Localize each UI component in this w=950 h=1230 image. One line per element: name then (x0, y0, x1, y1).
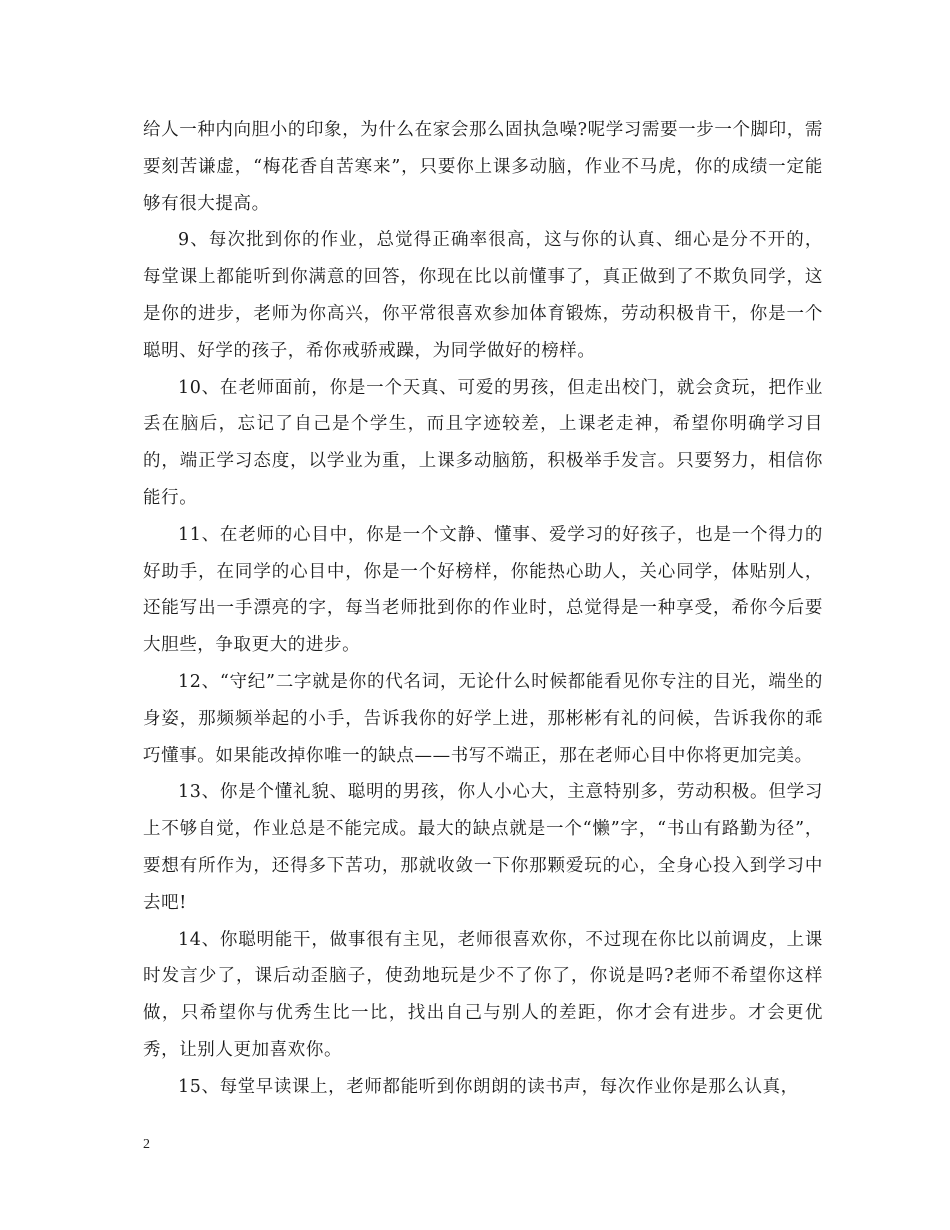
paragraph-10: 10、在老师面前，你是一个天真、可爱的男孩，但走出校门，就会贪玩，把作业丢在脑后，忘记了自己是个学生，而且字迹较差，上课老走神，希望你明确学习目的，端正学习态度，以学业为重，上课多动脑筋，积极举手发言。只要努力，相信你能行。 (143, 377, 823, 508)
paragraph-15: 15、每堂早读课上，老师都能听到你朗朗的读书声，每次作业你是那么认真， (178, 1076, 799, 1097)
paragraph-12: 12、“守纪”二字就是你的代名词，无论什么时候都能看见你专注的目光，端坐的身姿，那频频举起的小手，告诉我你的好学上进，那彬彬有礼的问候，告诉我你的乖巧懂事。如果能改掉你唯一的缺点——书写不端正，那在老师心目中你将更加完美。 (143, 671, 823, 766)
document-body (143, 112, 823, 1106)
paragraph-9: 9、每次批到你的作业，总觉得正确率很高，这与你的认真、细心是分不开的，每堂课上都能听到你满意的回答，你现在比以前懂事了，真正做到了不欺负同学，这是你的进步，老师为你高兴，你平常很喜欢参加体育锻炼，劳动积极肯干，你是一个聪明、好学的孩子，希你戒骄戒躁，为同学做好的榜样。 (143, 230, 823, 361)
paragraph-11: 11、在老师的心目中，你是一个文静、懂事、爱学习的好孩子，也是一个得力的好助手，在同学的心目中，你是一个好榜样，你能热心助人，关心同学，体贴别人，还能写出一手漂亮的字，每当老师批到你的作业时，总觉得是一种享受，希你今后要大胆些，争取更大的进步。 (143, 524, 823, 656)
paragraph-14: 14、你聪明能干，做事很有主见，老师很喜欢你，不过现在你比以前调皮，上课时发言少了，课后动歪脑子，使劲地玩是少不了你了，你说是吗?老师不希望你这样做，只希望你与优秀生比一比，找出自己与别人的差距，你才会有进步。才会更优秀，让别人更加喜欢你。 (143, 929, 823, 1060)
page-number: 2 (143, 1137, 150, 1152)
paragraph-13: 13、你是个懂礼貌、聪明的男孩，你人小心大，主意特别多，劳动积极。但学习上不够自觉，作业总是不能完成。最大的缺点就是一个“懒”字，“书山有路勤为径”，要想有所作为，还得多下苦功，那就收敛一下你那颗爱玩的心，全身心投入到学习中去吧! (143, 782, 823, 913)
paragraph-continuation: 给人一种内向胆小的印象，为什么在家会那么固执急噪?呢学习需要一步一个脚印，需要刻苦谦虚，“梅花香自苦寒来”，只要你上课多动脑，作业不马虎，你的成绩一定能够有很大提高。 (143, 120, 823, 214)
